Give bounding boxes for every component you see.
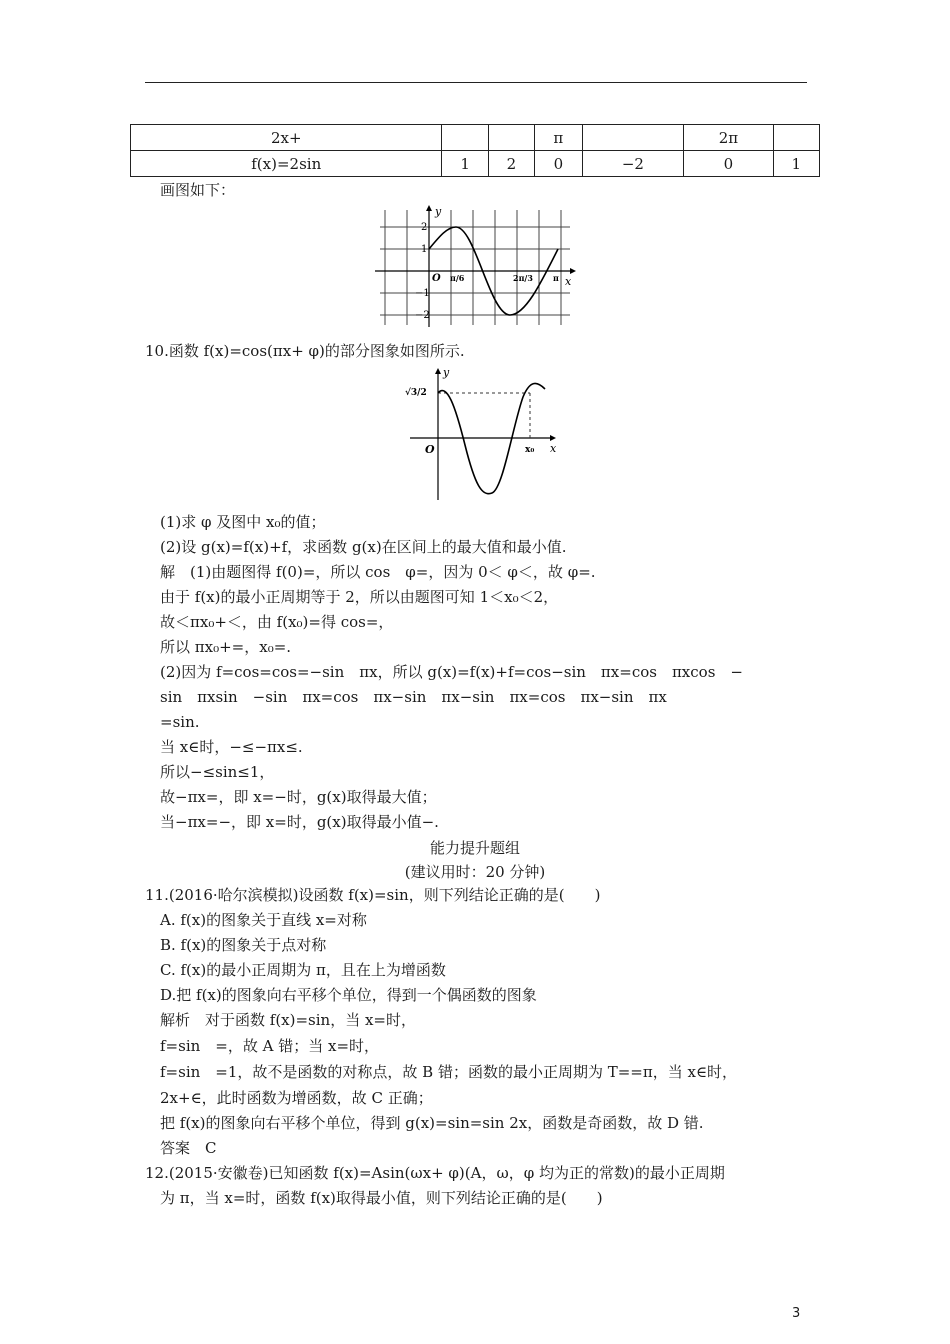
table-cell: 2x+ bbox=[131, 125, 442, 151]
y-tick: √3/2 bbox=[405, 388, 427, 398]
x-tick: π/6 bbox=[450, 273, 465, 283]
table-cell bbox=[488, 125, 534, 151]
axes bbox=[410, 370, 550, 500]
table-cell: 2π bbox=[684, 125, 774, 151]
option-b: B. f(x)的图象关于点对称 bbox=[160, 936, 327, 954]
section-subtitle: (建议用时：20 分钟) bbox=[404, 863, 546, 881]
question-part: (2)设 g(x)=f(x)+f，求函数 g(x)在区间上的最大值和最小值. bbox=[160, 538, 567, 556]
y-arrow-icon bbox=[426, 205, 432, 211]
y-tick: −1 bbox=[415, 288, 430, 299]
question-12-cont: 为 π，当 x=时，函数 f(x)取得最小值，则下列结论正确的是( ) bbox=[160, 1189, 603, 1207]
y-tick: 1 bbox=[421, 244, 428, 255]
analysis-line: 2x+∈，此时函数为增函数，故 C 正确； bbox=[160, 1089, 433, 1107]
table-cell: π bbox=[535, 125, 583, 151]
table-cell: f(x)=2sin bbox=[131, 151, 442, 177]
page-number: 3 bbox=[792, 1306, 801, 1321]
x-tick: π bbox=[553, 273, 559, 283]
solution-line: 所以 πx₀+=，x₀=. bbox=[160, 638, 292, 656]
solution-line: 当 x∈时，−≤−πx≤. bbox=[160, 738, 303, 756]
x-tick: 2π/3 bbox=[513, 273, 533, 283]
analysis-line: f=sin =1，故不是函数的对称点，故 B 错；函数的最小正周期为 T==π，当 x∈时， bbox=[160, 1063, 738, 1081]
y-axis-label: y bbox=[435, 205, 442, 218]
y-axis-label: y bbox=[443, 366, 450, 379]
analysis-line: f=sin =，故 A 错；当 x=时， bbox=[160, 1037, 380, 1055]
table-row bbox=[131, 125, 820, 151]
draw-caption: 画图如下： bbox=[160, 181, 236, 199]
solution-line: 由于 f(x)的最小正周期等于 2，所以由题图可知 1＜x₀＜2， bbox=[160, 588, 559, 606]
sine-graph bbox=[375, 205, 585, 330]
table-cell: 0 bbox=[684, 151, 774, 177]
solution-line: 故−πx=，即 x=−时，g(x)取得最大值； bbox=[160, 788, 437, 806]
table-cell: 0 bbox=[535, 151, 583, 177]
table-cell: −2 bbox=[582, 151, 683, 177]
answer-line: 答案 C bbox=[160, 1139, 217, 1157]
y-tick: −2 bbox=[415, 310, 430, 321]
option-a: A. f(x)的图象关于直线 x=对称 bbox=[160, 911, 367, 929]
table-cell: 2 bbox=[488, 151, 534, 177]
question-12: 12.(2015·安徽卷)已知函数 f(x)=Asin(ωx+ φ)(A，ω，φ 均为正的常数)的最小正周期 bbox=[145, 1164, 725, 1182]
table-row bbox=[131, 151, 820, 177]
table-cell: 1 bbox=[442, 151, 488, 177]
cosine-graph bbox=[385, 365, 565, 505]
question-10: 10.函数 f(x)=cos(πx+ φ)的部分图象如图所示. bbox=[145, 342, 465, 360]
table-cell bbox=[773, 125, 819, 151]
solution-line: sin πxsin −sin πx=cos πx−sin πx−sin πx=cos πx−sin πx bbox=[160, 688, 667, 706]
table-cell bbox=[582, 125, 683, 151]
value-table bbox=[130, 124, 820, 177]
grid bbox=[380, 210, 570, 325]
x-arrow-icon bbox=[570, 268, 576, 274]
table-cell bbox=[442, 125, 488, 151]
origin-label: O bbox=[432, 273, 441, 284]
section-title: 能力提升题组 bbox=[429, 839, 520, 857]
guide-lines bbox=[438, 393, 530, 438]
solution-line: =sin. bbox=[160, 713, 200, 731]
solution-line: 故＜πx₀+＜，由 f(x₀)=得 cos=， bbox=[160, 613, 394, 631]
header-rule bbox=[145, 82, 807, 83]
solution-line: 当−πx=−，即 x=时，g(x)取得最小值−. bbox=[160, 813, 439, 831]
solution-line: (2)因为 f=cos=cos=−sin πx，所以 g(x)=f(x)+f=cos−sin πx=cos πxcos − bbox=[160, 663, 743, 681]
analysis-line: 把 f(x)的图象向右平移个单位，得到 g(x)=sin=sin 2x，函数是奇函数，故 D 错. bbox=[160, 1114, 704, 1132]
x-axis-label: x bbox=[565, 275, 572, 288]
question-part: (1)求 φ 及图中 x₀的值； bbox=[160, 513, 326, 531]
table-cell: 1 bbox=[773, 151, 819, 177]
option-d: D.把 f(x)的图象向右平移个单位，得到一个偶函数的图象 bbox=[160, 986, 537, 1004]
solution-line: 解 (1)由题图得 f(0)=，所以 cos φ=，因为 0＜ φ＜，故 φ=. bbox=[160, 563, 596, 581]
y-arrow-icon bbox=[435, 368, 441, 374]
x-tick: x₀ bbox=[525, 445, 535, 455]
solution-line: 所以−≤sin≤1， bbox=[160, 763, 275, 781]
analysis-line: 解析 对于函数 f(x)=sin，当 x=时， bbox=[160, 1011, 417, 1029]
origin-label: O bbox=[425, 443, 435, 456]
option-c: C. f(x)的最小正周期为 π，且在上为增函数 bbox=[160, 961, 446, 979]
y-tick: 2 bbox=[421, 222, 428, 233]
question-11: 11.(2016·哈尔滨模拟)设函数 f(x)=sin，则下列结论正确的是( ) bbox=[145, 886, 601, 904]
x-axis-label: x bbox=[550, 442, 557, 455]
x-arrow-icon bbox=[550, 435, 556, 441]
